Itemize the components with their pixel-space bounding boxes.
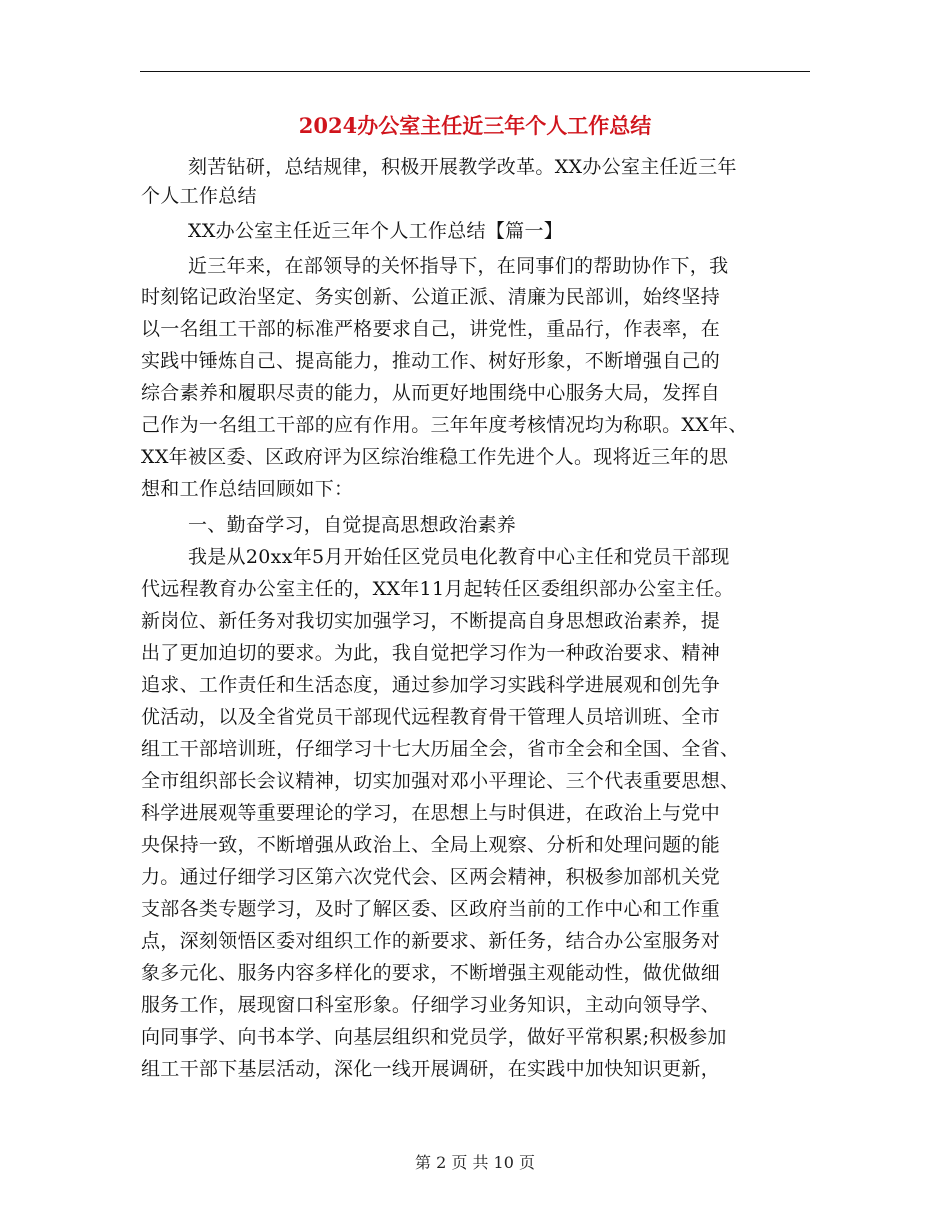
header-rule bbox=[140, 71, 810, 72]
text-line: 我是从20xx年5月开始任区党员电化教育中心主任和党员干部现 bbox=[188, 546, 730, 568]
text-line: 科学进展观等重要理论的学习，在思想上与时俱进，在政治上与党中 bbox=[141, 802, 721, 824]
text-line: 优活动，以及全省党员干部现代远程教育骨干管理人员培训班、全市 bbox=[141, 706, 721, 728]
text-line: 近三年来，在部领导的关怀指导下，在同事们的帮助协作下，我 bbox=[188, 255, 729, 277]
document-title: 2024办公室主任近三年个人工作总结 bbox=[298, 113, 652, 138]
text-line: 想和工作总结回顾如下： bbox=[141, 478, 354, 500]
page-number: 第 2 页 共 10 页 bbox=[415, 1153, 535, 1172]
section-heading: 一、勤奋学习，自觉提高思想政治素养 bbox=[188, 514, 517, 536]
section-heading: XX办公室主任近三年个人工作总结【篇一】 bbox=[188, 220, 564, 242]
text-line: 综合素养和履职尽责的能力，从而更好地围绕中心服务大局，发挥自 bbox=[141, 382, 721, 404]
text-line: 服务工作，展现窗口科室形象。仔细学习业务知识，主动向领导学、 bbox=[141, 994, 721, 1016]
text-line: 全市组织部长会议精神，切实加强对邓小平理论、三个代表重要思想、 bbox=[141, 770, 740, 792]
text-line: 力。通过仔细学习区第六次党代会、区两会精神，积极参加部机关党 bbox=[141, 866, 721, 888]
text-line: 刻苦钻研，总结规律，积极开展教学改革。XX办公室主任近三年 bbox=[188, 156, 737, 178]
text-line: 追求、工作责任和生活态度，通过参加学习实践科学进展观和创先争 bbox=[141, 674, 721, 696]
text-line: 支部各类专题学习，及时了解区委、区政府当前的工作中心和工作重 bbox=[141, 898, 721, 920]
text-line: 个人工作总结 bbox=[141, 185, 257, 207]
text-line: 出了更加迫切的要求。为此，我自觉把学习作为一种政治要求、精神 bbox=[141, 642, 721, 664]
text-line: 组工干部培训班，仔细学习十七大历届全会，省市全会和全国、全省、 bbox=[141, 738, 740, 760]
text-line: XX年被区委、区政府评为区综治维稳工作先进个人。现将近三年的思 bbox=[141, 446, 729, 468]
text-line: 向同事学、向书本学、向基层组织和党员学，做好平常积累;积极参加 bbox=[141, 1026, 727, 1048]
text-line: 代远程教育办公室主任的，XX年11月起转任区委组织部办公室主任。 bbox=[141, 578, 734, 600]
text-line: 新岗位、新任务对我切实加强学习，不断提高自身思想政治素养，提 bbox=[141, 610, 721, 632]
text-line: 实践中锤炼自己、提高能力，推动工作、树好形象，不断增强自己的 bbox=[141, 350, 721, 372]
text-line: 点，深刻领悟区委对组织工作的新要求、新任务，结合办公室服务对 bbox=[141, 930, 721, 952]
text-line: 象多元化、服务内容多样化的要求，不断增强主观能动性，做优做细 bbox=[141, 962, 721, 984]
text-line: 央保持一致，不断增强从政治上、全局上观察、分析和处理问题的能 bbox=[141, 834, 721, 856]
text-line: 以一名组工干部的标准严格要求自己，讲党性，重品行，作表率，在 bbox=[141, 318, 721, 340]
text-line: 组工干部下基层活动，深化一线开展调研，在实践中加快知识更新， bbox=[141, 1058, 721, 1080]
text-line: 己作为一名组工干部的应有作用。三年年度考核情况均为称职。XX年、 bbox=[141, 414, 748, 436]
text-line: 时刻铭记政治坚定、务实创新、公道正派、清廉为民部训，始终坚持 bbox=[141, 286, 721, 308]
